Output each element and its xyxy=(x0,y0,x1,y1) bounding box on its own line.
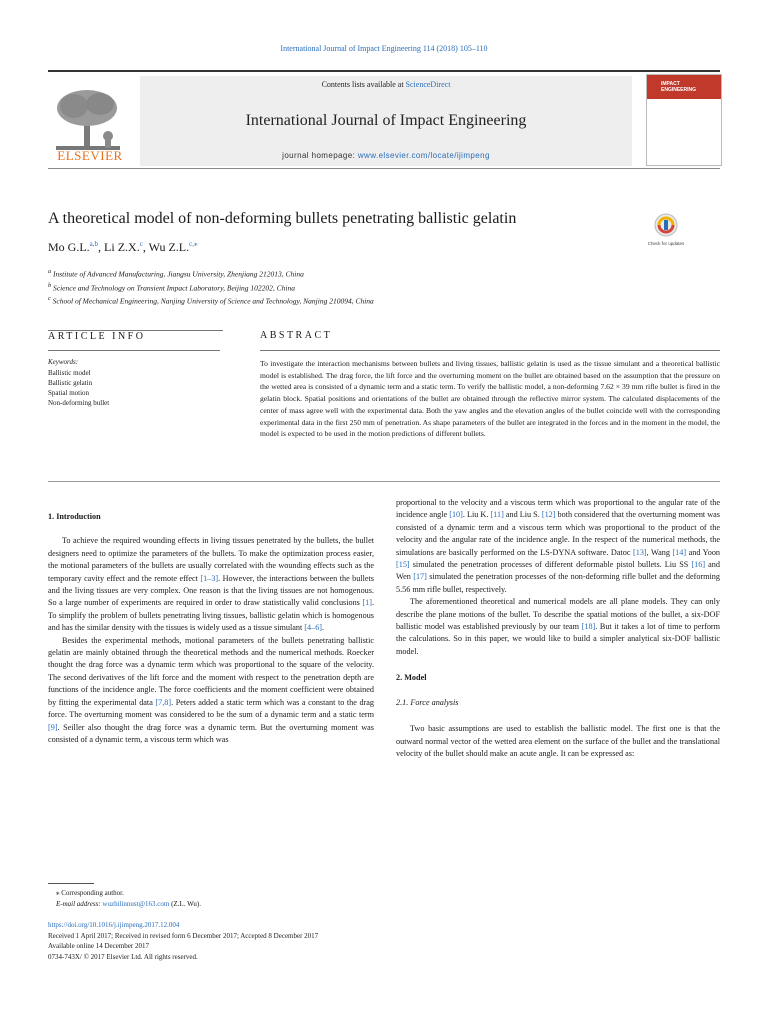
keywords-label: Keywords: xyxy=(48,358,79,366)
journal-masthead xyxy=(48,70,720,169)
affiliation-text: Institute of Advanced Manufacturing, Jiangsu University, Zhenjiang 212013, China xyxy=(53,269,304,279)
contents-prefix: Contents lists available at xyxy=(321,80,406,89)
text-run: . Seiller also thought the drag force was a dynamic term. But the overturning moment was consisted of a dynamic term, a viscous term which was xyxy=(48,722,374,744)
cover-title: IMPACT ENGINEERING xyxy=(661,81,697,93)
footnotes xyxy=(56,888,201,910)
publication-info xyxy=(48,920,318,962)
author-affil-mark[interactable]: c xyxy=(139,240,143,248)
check-for-updates-badge[interactable] xyxy=(648,211,684,253)
citation-link[interactable]: [1–3] xyxy=(200,573,219,583)
citation-link[interactable]: [9] xyxy=(48,722,58,732)
citation-link[interactable]: [1] xyxy=(362,598,372,608)
keyword-item: Ballistic gelatin xyxy=(48,379,93,387)
citation-link[interactable]: [12] xyxy=(541,510,556,520)
journal-title: International Journal of Impact Engineering xyxy=(245,112,527,129)
abstract-heading: ABSTRACT xyxy=(260,330,333,341)
text-run: simulated the penetration processes of different deformable pistol bullets. Liu SS xyxy=(409,560,692,570)
text-run: . But it takes a lot of time to perform the calculations. So in this paper, we would like to build a simpler analytical six-DOF ballistic model. xyxy=(396,622,721,656)
text-run: . xyxy=(322,623,325,633)
affiliation-mark: b xyxy=(48,281,52,289)
abstract-rule xyxy=(260,350,720,351)
text-run: proportional to the velocity and a viscous term which was proportional to the angular rate of the incidence angle xyxy=(396,498,720,520)
text-run: , Wang xyxy=(646,547,673,557)
text-run: . Liu K. xyxy=(462,510,491,520)
article-info-rule xyxy=(48,350,220,351)
keyword-item: Spatial motion xyxy=(48,389,90,397)
email-suffix: (Z.L. Wu). xyxy=(169,900,201,908)
subsection-heading: 2.1. Force analysis xyxy=(396,697,459,707)
copyright-line: 0734-743X/ © 2017 Elsevier Ltd. All rights reserved. xyxy=(48,952,198,961)
contents-line xyxy=(140,80,632,89)
email-label: E-mail address: xyxy=(56,900,103,908)
paragraph xyxy=(48,635,374,747)
keyword-item: Non-deforming bullet xyxy=(48,399,110,407)
text-run: and Yoon xyxy=(686,547,721,557)
citation-link[interactable]: [18] xyxy=(581,622,596,632)
affiliation-item xyxy=(48,293,668,307)
paragraph xyxy=(48,535,374,634)
author-name[interactable]: Mo G.L. xyxy=(48,240,90,254)
paragraph xyxy=(396,596,720,658)
article-info-heading: ARTICLE INFO xyxy=(48,330,223,342)
online-date: Available online 14 December 2017 xyxy=(48,942,149,950)
citation-link[interactable]: [16] xyxy=(691,560,706,570)
author-name[interactable]: Wu Z.L. xyxy=(148,240,190,254)
paper-title: A theoretical model of non-deforming bullets penetrating ballistic gelatin xyxy=(48,210,517,227)
affiliations xyxy=(48,266,668,307)
text-run: The aforementioned theoretical and numerical models are all plane models. They can only describe the plane motions of the bullet. To describe the spatial motions of the bullet, a six-DOF ballistic model was established previously by our team xyxy=(396,597,720,632)
text-run: Besides the experimental methods, motional parameters of the bullets penetrating ballistic gelatin are mainly obtained through the theoretical methods and the numerical methods. Roecker thought the drag force was a dynamic term which was proportional to the square of the velocity. The second derivatives of the lift force and the moment with respect to the penetration depth are functions of the incidence angle. The force coefficients and the moment coefficient were obtained by fitting the experimental data xyxy=(48,635,374,707)
citation-link[interactable]: [13] xyxy=(633,547,647,557)
elsevier-wordmark: ELSEVIER xyxy=(57,148,123,163)
corresponding-author-note: ⁎ Corresponding author. xyxy=(56,889,124,897)
journal-citation-header[interactable]: International Journal of Impact Engineering 114 (2018) 105–110 xyxy=(280,44,488,53)
email-link[interactable]: wuzhilinnust@163.com xyxy=(102,900,170,908)
affiliation-mark: c xyxy=(48,295,51,302)
citation-link[interactable]: [11] xyxy=(490,510,504,520)
text-run: . To simplify the problem of bullets penetrating living tissues, ballistic gelatin which is homogenous and has the similar density with the tissues is widely used as a tissue simulant xyxy=(48,598,374,633)
text-run: . However, the interactions between the bullets and the living tissues are very complex. One reason is that the living tissues are not homogenous. So a large number of experiments are required in order to draw statistically valid conclusions xyxy=(48,573,374,608)
text-run: simulated the penetration processes of the non-deforming rifle bullet and the deforming 5.56 mm rifle bullet, respectively. xyxy=(396,572,720,594)
received-dates: Received 1 April 2017; Received in revised form 6 December 2017; Accepted 8 December 2017 xyxy=(48,931,319,940)
text-run: and Liu S. xyxy=(503,510,542,520)
citation-link[interactable]: [15] xyxy=(396,560,410,570)
text-run: and Wen xyxy=(396,560,720,582)
author-name[interactable]: Li Z.X. xyxy=(104,240,140,254)
journal-cover-thumbnail[interactable] xyxy=(646,74,722,166)
body-column-left xyxy=(48,511,374,746)
citation-link[interactable]: [10] xyxy=(449,510,463,520)
author-list: Mo G.L.$^{a,b}$, Li Z.X.$^c$, Wu Z.L.$^{c,⁎}$ xyxy=(48,240,198,254)
citation-link[interactable]: [14] xyxy=(672,547,687,557)
affiliation-item xyxy=(48,266,668,280)
citation-link[interactable]: [17] xyxy=(413,572,427,582)
homepage-link[interactable]: www.elsevier.com/locate/ijimpeng xyxy=(357,151,490,160)
check-badge-label: Check for updates xyxy=(648,241,684,246)
affiliation-text: Science and Technology on Transient Impact Laboratory, Beijing 102202, China xyxy=(53,283,295,292)
affiliation-item xyxy=(48,280,668,294)
footnote-rule xyxy=(48,883,94,884)
homepage-prefix: journal homepage: xyxy=(282,151,358,160)
author-affil-mark[interactable]: a,b xyxy=(89,240,99,248)
homepage-line xyxy=(140,151,632,160)
author-affil-mark[interactable]: c,⁎ xyxy=(189,240,198,248)
keyword-item: Ballistic model xyxy=(48,369,91,377)
section-heading: 1. Introduction xyxy=(48,512,101,521)
abstract-bottom-rule xyxy=(48,481,720,482)
check-for-updates-icon xyxy=(648,211,684,253)
paragraph xyxy=(396,497,720,596)
doi-link[interactable]: https://doi.org/10.1016/j.ijimpeng.2017.12.004 xyxy=(48,921,180,929)
journal-band xyxy=(140,76,632,166)
citation-link[interactable]: [7,8] xyxy=(155,697,172,707)
text-run: To achieve the required wounding effects in living tissues penetrated by the bullets, the bullet designers need to optimize the parameters of the bullets. To make the optimization process easier, the motional parameters of the bullets are usually correlated with the wounding effects such as the temporary cavity effect and the remote effect xyxy=(48,536,374,583)
affiliation-mark: a xyxy=(48,268,52,275)
section-heading: 2. Model xyxy=(396,673,427,683)
citation-link[interactable]: [4–6] xyxy=(304,623,323,633)
body-column-right xyxy=(396,497,720,760)
sciencedirect-link[interactable]: ScienceDirect xyxy=(405,80,451,89)
keywords-list xyxy=(48,368,109,408)
affiliation-text: School of Mechanical Engineering, Nanjing University of Science and Technology, Nanjing 210094, China xyxy=(52,296,374,306)
paragraph: Two basic assumptions are used to establish the ballistic model. The first one is that the outward normal vector of the wetted area element on the surface of the bullet and the translational velocity of the bullet should make an acute angle. It can be expressed as: xyxy=(396,724,720,758)
text-run: . Peters added a static term which was a constant to the drag force. The overturning moment was considered to be the sum of a dynamic term and a static term xyxy=(48,697,375,720)
abstract-text: To investigate the interaction mechanisms between bullets and living tissues, ballistic gelatin is used as the tissue simulant and a theoretical ballistic model is established. The drag force, the lift force and the overturning moment on the bullet are obtained based on the assumption that the pressure on the wetted area is consisted of a dynamic term and a static term. To verify the ballistic model, a non-deforming 7.62 × 39 mm rifle bullet is fired in the gelatin block. Spatial positions and orientations of the bullet are obtained through the reflective mirror system. The calculated displacements of the center of mass agree well with the experimental data. Both the yaw angles and the elevation angles of the bullet coincide well with the corresponding experimental data in the first 250 mm of penetration. As shape parameters of the bullet are integrated in the forces and in the moment in the model, the model is expected to be used in the motion predictions of different bullets. xyxy=(260,359,720,439)
text-run: both considered that the overturning moment was consisted of a dynamic term and a viscous term which was proportional to the product of the velocity and the angular rate of the incidence angle. In the respect of the numerical methods, the simulations are basically performed on the LS-DYNA software. Datoc xyxy=(396,510,720,557)
email-note xyxy=(56,899,201,910)
